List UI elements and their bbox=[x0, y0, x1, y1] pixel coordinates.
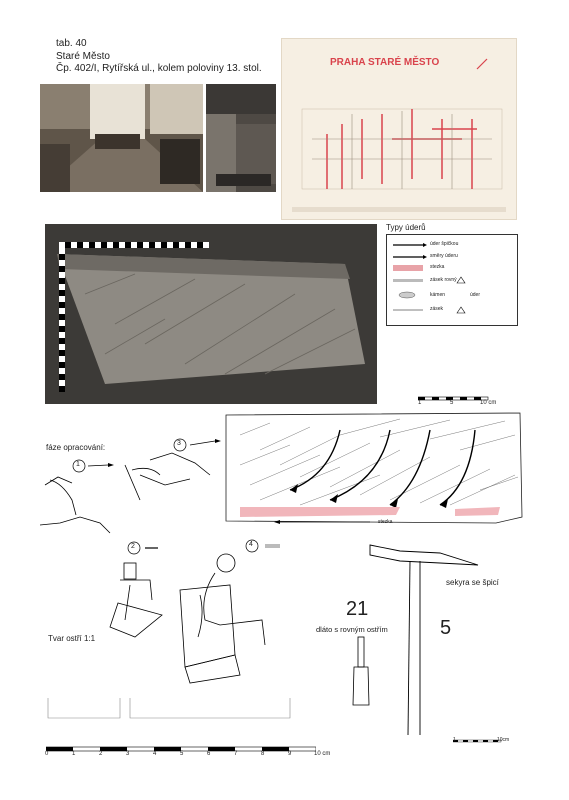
scale-bottom-tick-7: 7 bbox=[234, 751, 238, 757]
scale-bottom bbox=[46, 741, 336, 766]
map-plan-art bbox=[282, 39, 516, 219]
pick-tool-drawing bbox=[370, 545, 478, 735]
scale-small-tick-1: 1 bbox=[453, 737, 456, 743]
chisel-tool-drawing bbox=[353, 637, 369, 705]
marker-4: 4 bbox=[249, 541, 253, 548]
legend-item-1: úder špičkou bbox=[430, 241, 459, 247]
photo-interior bbox=[40, 84, 203, 192]
edge-label: Tvar ostří 1:1 bbox=[48, 634, 96, 643]
marker-3: 3 bbox=[177, 440, 181, 447]
scale-small-tick-10: 10cm bbox=[497, 737, 510, 743]
header bbox=[56, 38, 262, 76]
scale-bottom-tick-10: 10 cm bbox=[314, 751, 331, 757]
legend-item-5: kámen bbox=[430, 292, 446, 298]
location-name: Staré Město bbox=[56, 50, 110, 62]
scale-top-tick-10: 10 cm bbox=[480, 400, 497, 406]
scale-small bbox=[453, 731, 513, 747]
map-plan bbox=[281, 38, 517, 220]
address-text: Čp. 402/I, Rytířská ul., kolem poloviny 13. stol. bbox=[56, 63, 262, 74]
worker-figure-3 bbox=[110, 563, 162, 637]
scale-bottom-tick-5: 5 bbox=[180, 751, 184, 757]
legend-item-7: zásek bbox=[430, 306, 444, 312]
chisel-number: 21 bbox=[346, 598, 369, 620]
scale-small-bar bbox=[453, 739, 503, 744]
photo-wall-art bbox=[206, 84, 276, 192]
marker-1: 1 bbox=[76, 461, 80, 468]
scale-top-tick-5: 5 bbox=[450, 400, 454, 406]
scale-bottom-tick-6: 6 bbox=[207, 751, 211, 757]
phase-label: fáze opracování: bbox=[46, 443, 106, 452]
stone-hatching bbox=[240, 419, 518, 505]
worker-figure-4 bbox=[180, 554, 265, 683]
table-number: tab. 40 bbox=[56, 38, 87, 49]
legend-item-4: zásek rovný bbox=[430, 277, 457, 283]
photo-stone-art bbox=[45, 224, 377, 404]
worker-figure-2 bbox=[125, 453, 210, 500]
technical-drawing bbox=[0, 405, 569, 735]
scale-bottom-tick-4: 4 bbox=[153, 751, 157, 757]
map-title: PRAHA STARÉ MĚSTO bbox=[330, 57, 440, 68]
legend-item-2: směry úderu bbox=[430, 253, 458, 259]
chisel-label: dláto s rovným ostřím bbox=[316, 625, 388, 634]
photo-interior-art bbox=[40, 84, 203, 192]
legend-item-6: úder bbox=[470, 292, 481, 298]
scale-bottom-tick-3: 3 bbox=[126, 751, 130, 757]
stezka-label: stezka bbox=[378, 519, 393, 525]
scale-bottom-tick-9: 9 bbox=[288, 751, 292, 757]
marker-2: 2 bbox=[131, 543, 135, 550]
scale-bottom-tick-0: 0 bbox=[45, 751, 49, 757]
scale-bottom-tick-8: 8 bbox=[261, 751, 265, 757]
worker-figure-1 bbox=[40, 477, 110, 533]
scale-bottom-tick-2: 2 bbox=[99, 751, 103, 757]
scale-bottom-tick-1: 1 bbox=[72, 751, 76, 757]
legend-item-3: stezka bbox=[430, 264, 445, 270]
photo-wall bbox=[206, 84, 276, 192]
stezka-band bbox=[240, 507, 400, 517]
pick-label: sekyra se špicí bbox=[446, 578, 499, 587]
pick-number: 5 bbox=[440, 617, 452, 639]
legend-title: Typy úderů bbox=[386, 223, 426, 232]
photo-stone bbox=[45, 224, 377, 404]
scale-top-tick-1: 1 bbox=[418, 400, 422, 406]
